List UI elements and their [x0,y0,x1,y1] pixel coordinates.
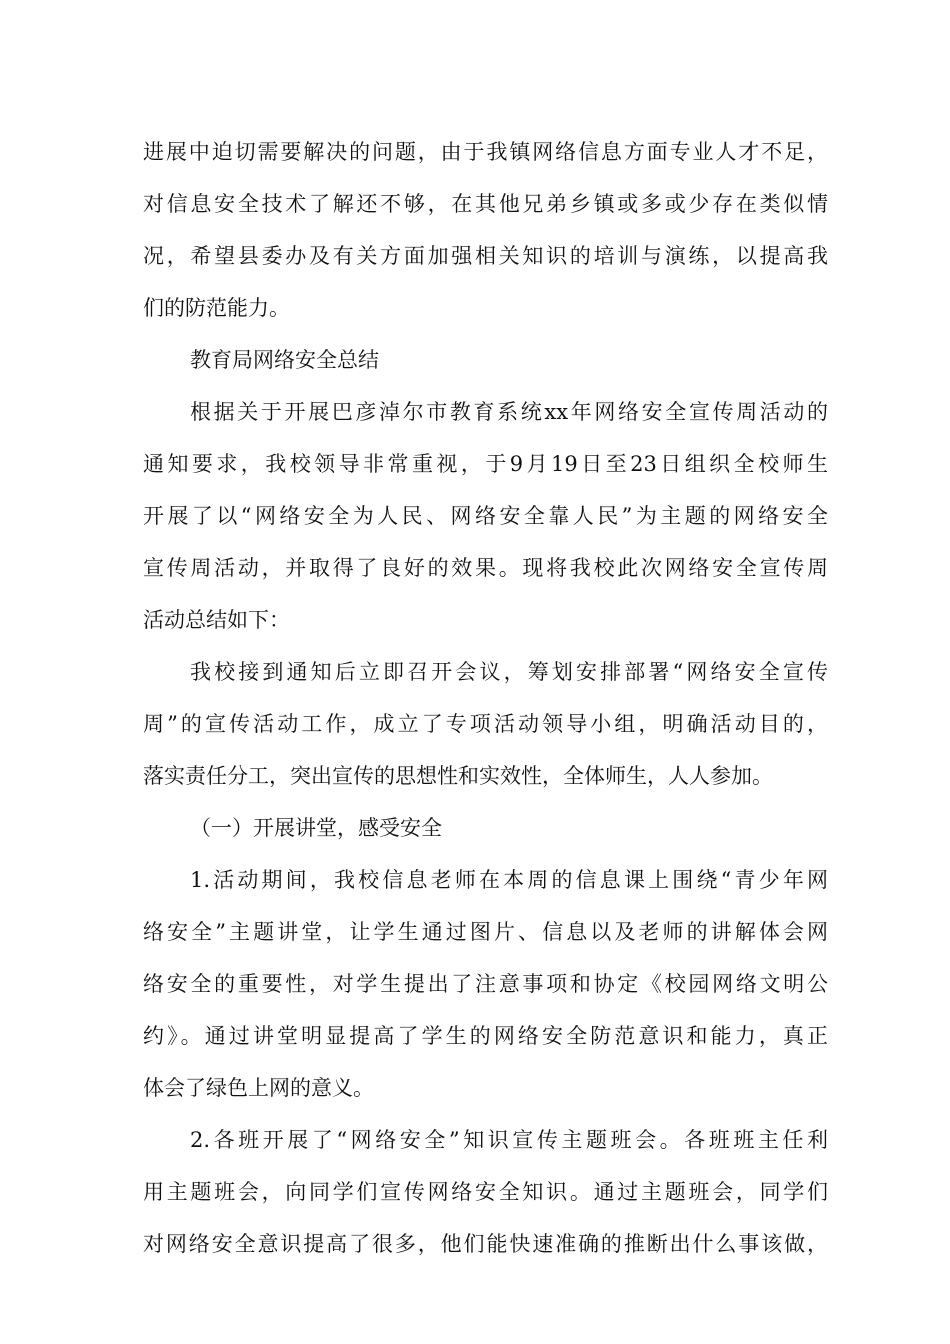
body-line-2: 对信息安全技术了解还不够，在其他兄弟乡镇或多或少存在类似情 [143,192,828,216]
document-body [143,126,828,1270]
body-line-16: 络安全”主题讲堂，让学生通过图片、信息以及老师的讲解体会网 [143,920,828,944]
body-line-7: 通知要求，我校领导非常重视，于9月19日至23日组织全校师生 [143,452,828,476]
subsection-heading: （一）开展讲堂，感受安全 [190,816,442,840]
body-line-19: 体会了绿色上网的意义。 [143,1076,374,1100]
body-line-18: 约》。通过讲堂明显提高了学生的网络安全防范意识和能力，真正 [143,1024,828,1048]
body-line-17: 络安全的重要性，对学生提出了注意事项和协定《校园网络文明公 [143,972,828,996]
body-line-9: 宣传周活动，并取得了良好的效果。现将我校此次网络安全宣传周 [143,556,828,580]
body-line-6: 根据关于开展巴彦淖尔市教育系统xx年网络安全宣传周活动的 [190,400,828,424]
body-line-11: 我校接到通知后立即召开会议，筹划安排部署“网络安全宣传 [190,660,828,684]
body-line-4: 们的防范能力。 [143,296,290,320]
body-line-10: 活动总结如下： [143,608,290,632]
body-line-3: 况，希望县委办及有关方面加强相关知识的培训与演练，以提高我 [143,244,828,268]
body-line-1: 进展中迫切需要解决的问题，由于我镇网络信息方面专业人才不足， [143,140,828,164]
body-line-15: 1.活动期间，我校信息老师在本周的信息课上围绕“青少年网 [190,868,828,892]
body-line-13: 落实责任分工，突出宣传的思想性和实效性，全体师生，人人参加。 [143,764,773,788]
body-line-20: 2.各班开展了“网络安全”知识宣传主题班会。各班班主任利 [190,1128,828,1152]
body-line-8: 开展了以“网络安全为人民、网络安全靠人民”为主题的网络安全 [143,504,828,528]
body-line-21: 用主题班会，向同学们宣传网络安全知识。通过主题班会，同学们 [143,1180,828,1204]
section-title: 教育局网络安全总结 [190,348,379,372]
body-line-12: 周”的宣传活动工作，成立了专项活动领导小组，明确活动目的， [143,712,828,736]
body-line-22: 对网络安全意识提高了很多，他们能快速准确的推断出什么事该做， [143,1232,828,1256]
